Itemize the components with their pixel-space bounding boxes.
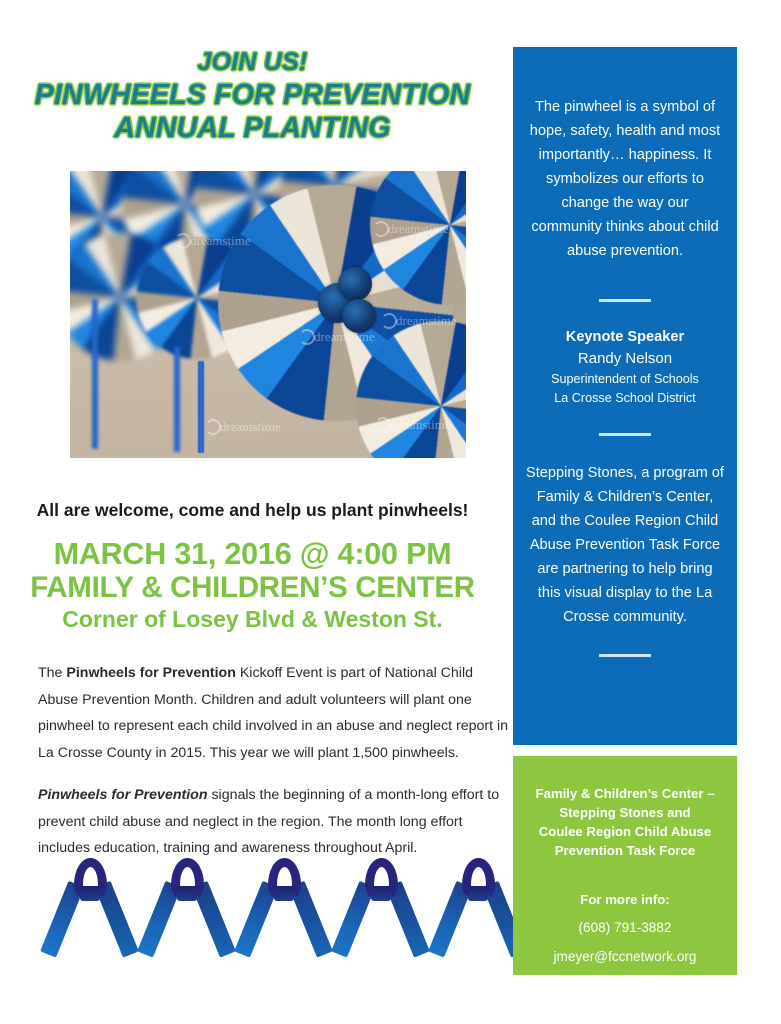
awareness-ribbon-icon: [157, 858, 219, 962]
body-copy: [38, 660, 512, 878]
headline-line-2: PINWHEELS FOR PREVENTION: [34, 79, 471, 111]
photo-watermark: dreamstime: [314, 329, 375, 344]
keynote-speaker-label: Keynote Speaker: [565, 329, 685, 345]
ribbon-knot: [177, 886, 197, 901]
event-details: [0, 537, 505, 634]
ribbon-knot: [468, 886, 488, 901]
photo-watermark: dreamstime: [388, 221, 449, 236]
welcome-line: All are welcome, come and help us plant pinwheels!: [36, 500, 469, 520]
awareness-ribbon-icon: [448, 858, 510, 962]
paragraph-1: [38, 660, 512, 766]
photo-watermark: dreamstime: [396, 313, 457, 328]
keynote-speaker-role: Superintendent of Schools: [551, 372, 699, 386]
keynote-speaker-district: La Crosse School District: [554, 391, 696, 405]
ribbon-row: [60, 858, 510, 968]
org-line-3: Coulee Region Child Abuse: [538, 824, 712, 839]
p1-text-a: The: [38, 665, 67, 681]
event-address: Corner of Losey Blvd & Weston St.: [62, 606, 443, 632]
photo-watermark: dreamstime: [190, 233, 251, 248]
pinwheel-hub: [342, 299, 376, 333]
ribbon-knot: [371, 886, 391, 901]
pinwheel-photo: [70, 171, 466, 458]
awareness-ribbon-icon: [351, 858, 413, 962]
awareness-ribbon-icon: [254, 858, 316, 962]
headline-line-1: JOIN US!: [197, 48, 308, 76]
green-contact-panel: [513, 756, 737, 975]
partners-text: Stepping Stones, a program of Family & Children’s Center, and the Coulee Region Child Abuse Prevention Task Force are partnering to help bring this visual display to the La Crosse community.: [526, 465, 724, 625]
panel-divider: [599, 433, 651, 436]
awareness-ribbon-icon: [60, 858, 122, 962]
p1-program-name: Pinwheels for Prevention: [66, 665, 236, 681]
p2-text: signals the beginning of a month-long effort to prevent child abuse and neglect in the region. The month long effort includes education, training and awareness throughout April.: [38, 787, 500, 856]
photo-watermark: dreamstime: [390, 417, 451, 432]
org-line-4: Prevention Task Force: [554, 843, 696, 858]
p2-program-name: Pinwheels for Prevention: [38, 787, 208, 803]
flyer-headline: [0, 46, 505, 145]
paragraph-2: [38, 782, 512, 862]
event-date: MARCH 31, 2016 @ 4:00 PM: [53, 537, 452, 571]
more-info-label: For more info:: [580, 892, 670, 907]
panel-divider: [599, 299, 651, 302]
panel-divider: [599, 654, 651, 657]
photo-watermark: dreamstime: [220, 419, 281, 434]
org-line-1: Family & Children’s Center –: [535, 786, 715, 801]
pinwheel-symbol-text: The pinwheel is a symbol of hope, safety, health and most importantly… happiness. It symbolizes our efforts to change the way our community thinks about child abuse prevention.: [529, 99, 721, 259]
event-venue: FAMILY & CHILDREN’S CENTER: [30, 571, 475, 604]
keynote-speaker-name: Randy Nelson: [577, 350, 673, 367]
pinwheel-stick: [198, 361, 204, 453]
organization-block: [525, 784, 725, 860]
contact-phone[interactable]: (608) 791-3882: [578, 920, 672, 935]
ribbon-knot: [274, 886, 294, 901]
headline-line-3: ANNUAL PLANTING: [114, 112, 391, 144]
pinwheel-stick: [174, 347, 180, 452]
pinwheel-hub: [338, 267, 372, 301]
blue-info-panel: [513, 47, 737, 745]
photo-background: [70, 171, 466, 458]
org-line-2: Stepping Stones and: [559, 805, 691, 820]
ribbon-knot: [80, 886, 100, 901]
p1-text-b: Kickoff Event is part of National Child Abuse Prevention Month. Children and adult volunteers will plant one pinwheel to represent each child involved in an abuse and neglect report in La Crosse County in 2015. This year we will plant 1,500 pinwheels.: [38, 665, 509, 761]
contact-email[interactable]: jmeyer@fccnetwork.org: [553, 949, 697, 964]
pinwheel-stick: [92, 299, 98, 449]
